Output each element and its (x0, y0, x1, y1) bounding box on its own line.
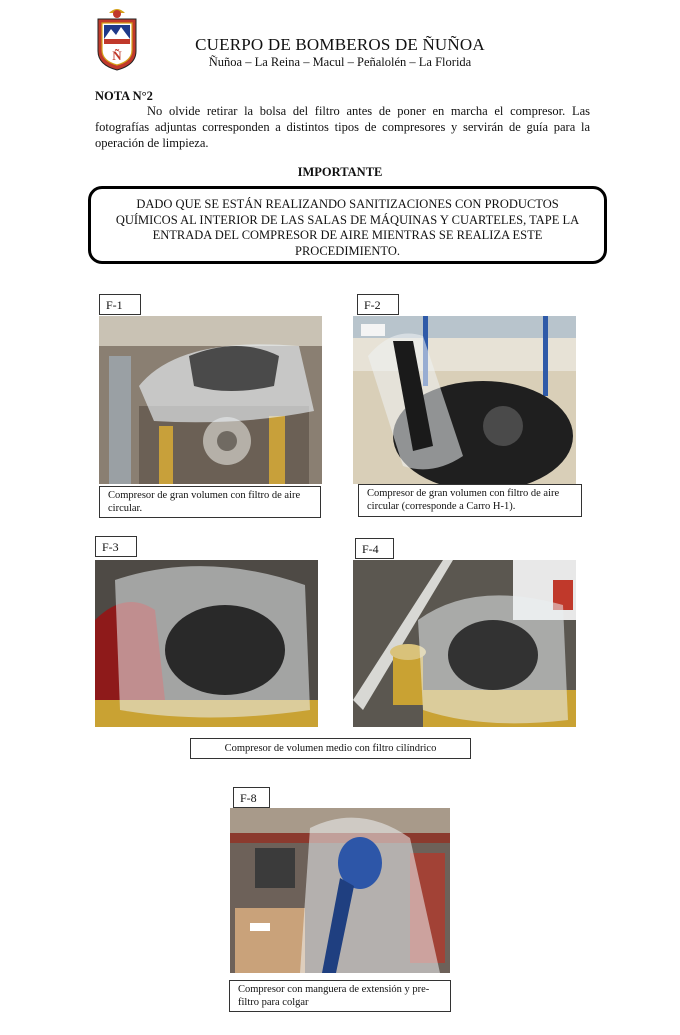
figure-label-f2: F-2 (357, 294, 399, 315)
photo-f8 (230, 808, 450, 973)
note-heading: NOTA N°2 (95, 89, 153, 103)
photo-f3 (95, 560, 318, 727)
caption-f2: Compresor de gran volumen con filtro de aire circular (corresponde a Carro H-1). (358, 484, 582, 517)
figure-label-f8: F-8 (233, 787, 270, 808)
photo-f2 (353, 316, 576, 484)
caption-f3-f4: Compresor de volumen medio con filtro cilíndrico (190, 738, 471, 759)
crest-letter: Ñ (112, 48, 122, 63)
figure-label-f4: F-4 (355, 538, 394, 559)
warning-box (88, 186, 607, 264)
note-body: No olvide retirar la bolsa del filtro antes de poner en marcha el compresor. Las fotografías adjuntas corresponden a distintos tipos de compresores y servirán de guía para la operación de limpieza. (95, 104, 590, 150)
warning-text: DADO QUE SE ESTÁN REALIZANDO SANITIZACIONES CON PRODUCTOS QUÍMICOS AL INTERIOR DE LAS SALAS DE MÁQUINAS Y CUARTELES, TAPE LA ENTRADA DEL COMPRESOR DE AIRE MIENTRAS SE REALIZA ESTE PROCEDIMIENTO. (115, 197, 580, 258)
caption-f1: Compresor de gran volumen con filtro de aire circular. (99, 486, 321, 518)
photo-f4 (353, 560, 576, 727)
page-title: CUERPO DE BOMBEROS DE ÑUÑOA (195, 35, 485, 54)
page-subtitle: Ñuñoa – La Reina – Macul – Peñalolén – La Florida (208, 55, 472, 69)
important-heading: IMPORTANTE (297, 165, 383, 179)
caption-f8: Compresor con manguera de extensión y pre-filtro para colgar (229, 980, 451, 1012)
fire-department-crest (95, 5, 139, 71)
figure-label-f1: F-1 (99, 294, 141, 315)
figure-label-f3: F-3 (95, 536, 137, 557)
photo-f1 (99, 316, 322, 484)
